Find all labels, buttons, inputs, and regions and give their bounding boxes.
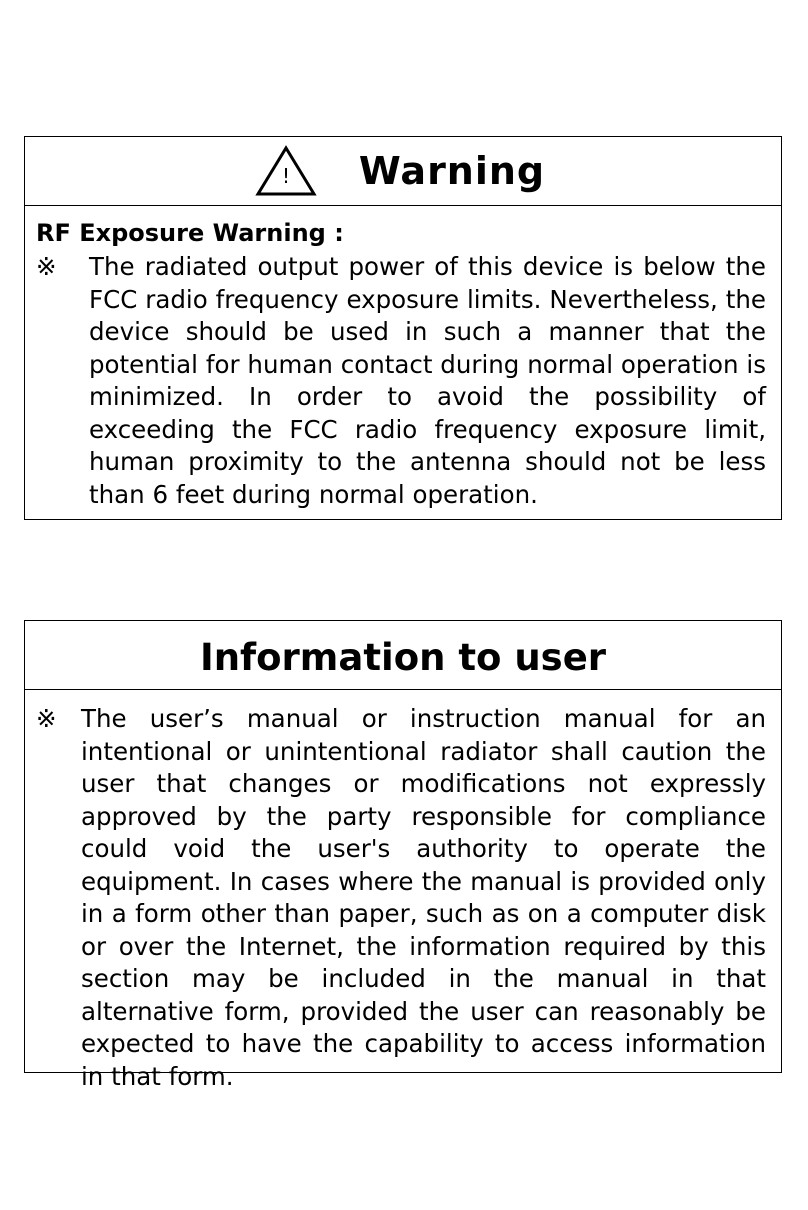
information-box — [24, 620, 782, 1091]
information-paragraph — [36, 703, 766, 1093]
svg-text:!: ! — [281, 164, 290, 188]
warning-title-row — [25, 137, 781, 205]
information-text: The user’s manual or instruction manual for an intentional or unintentional radiator shall caution the user that changes or modifications not expressly approved by the party responsible for compliance could void the user's authority to operate the equipment. In cases where the manual is provided only in a form other than paper, such as on a computer disk or over the Internet, the information required by this section may be included in the manual in that alternative form, provided the user can reasonably be expected to have the capability to access information in that form. — [81, 704, 766, 1091]
reference-mark-icon: ※ — [36, 704, 57, 733]
reference-mark-icon: ※ — [36, 252, 57, 281]
warning-box — [24, 136, 782, 520]
warning-header — [25, 137, 781, 206]
rf-exposure-text: The radiated output power of this device is below the FCC radio frequency exposure limits. Nevertheless, the device should be used in such a manner that the potential for human contact during normal operation is minimized. In order to avoid the possibility of exceeding the FCC radio frequency exposure limit, human proximity to the antenna should not be less than 6 feet during normal operation. — [89, 252, 766, 509]
warning-triangle-icon — [255, 145, 317, 197]
information-title: Information to user — [199, 635, 607, 679]
rf-exposure-subheading: RF Exposure Warning : — [36, 219, 344, 247]
warning-title: Warning — [358, 149, 546, 193]
information-header — [25, 621, 781, 690]
rf-exposure-paragraph — [36, 251, 766, 511]
